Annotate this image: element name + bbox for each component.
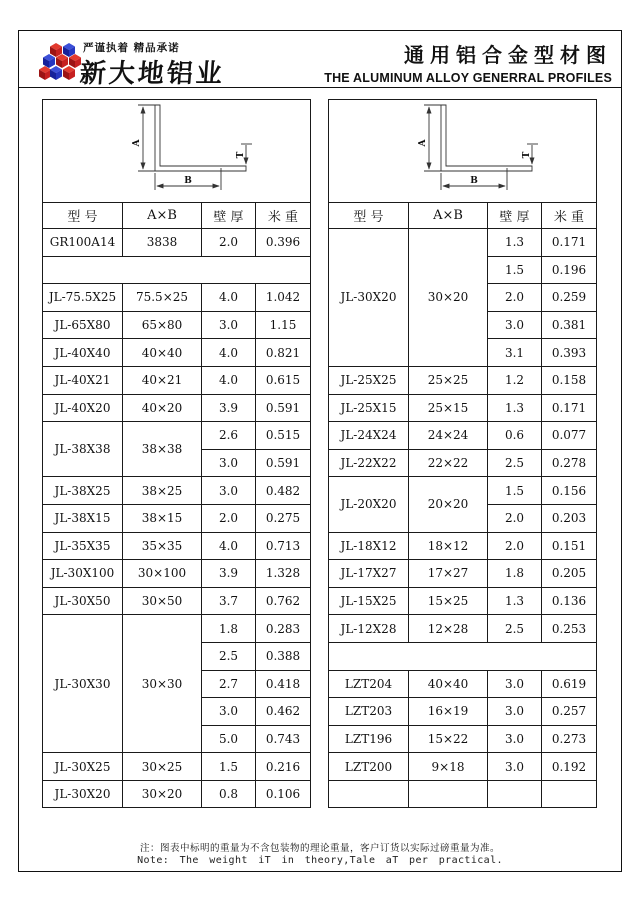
weight-cell: 0.388 [256,642,311,670]
table-row [329,698,597,726]
thickness-cell: 4.0 [202,366,256,394]
thickness-cell: 3.0 [202,311,256,339]
weight-cell: 0.273 [542,725,597,753]
empty-cell [488,780,542,808]
dimension-cell: 9×18 [409,753,488,781]
profile-table-left [42,99,311,808]
thickness-cell: 1.8 [202,615,256,643]
table-row [329,422,597,450]
dimension-cell: 30×50 [123,587,202,615]
column-header-model: 型 号 [329,203,409,229]
dimension-cell: 65×80 [123,311,202,339]
table-row [43,477,311,505]
weight-cell: 0.591 [256,449,311,477]
thickness-cell: 0.6 [488,422,542,450]
dimension-cell: 15×22 [409,725,488,753]
dimension-cell: 12×28 [409,615,488,643]
thickness-cell: 1.5 [488,256,542,284]
thickness-cell: 2.0 [488,532,542,560]
thickness-cell: 1.8 [488,560,542,588]
weight-cell: 0.156 [542,477,597,505]
dim-b-label: B [469,176,478,186]
dimension-cell: 25×15 [409,394,488,422]
weight-cell: 0.283 [256,615,311,643]
dimension-cell: 24×24 [409,422,488,450]
model-cell: LZT204 [329,670,409,698]
model-cell: JL-30X20 [329,229,409,367]
profile-table-right [328,99,597,808]
thickness-cell: 1.5 [202,753,256,781]
weight-cell: 0.196 [542,256,597,284]
weight-cell: 0.591 [256,394,311,422]
thickness-cell: 2.5 [488,615,542,643]
column-header-thickness: 壁 厚 [488,203,542,229]
dimension-cell: 30×25 [123,753,202,781]
model-cell: LZT203 [329,698,409,726]
weight-cell: 0.216 [256,753,311,781]
model-cell: JL-40X20 [43,394,123,422]
dimension-cell: 40×40 [409,670,488,698]
column-header-row [329,203,597,229]
thickness-cell: 2.7 [202,670,256,698]
model-cell: JL-75.5X25 [43,284,123,312]
thickness-cell: 3.7 [202,587,256,615]
weight-cell: 0.205 [542,560,597,588]
note-chinese: 注：图表中标明的重量为不含包装物的理论重量，客户订货以实际过磅重量为准。 [139,843,500,854]
thickness-cell: 2.0 [202,229,256,257]
model-cell: GR100A14 [43,229,123,257]
weight-cell: 0.158 [542,366,597,394]
diagram-row [329,100,597,203]
model-cell: JL-15X25 [329,587,409,615]
dimension-cell: 17×27 [409,560,488,588]
table-row [329,670,597,698]
thickness-cell: 3.0 [488,698,542,726]
table-row [43,780,311,808]
thickness-cell: 2.6 [202,422,256,450]
thickness-cell: 2.0 [488,284,542,312]
weight-cell: 0.821 [256,339,311,367]
table-row [43,532,311,560]
model-cell: JL-30X100 [43,560,123,588]
model-cell: JL-25X15 [329,394,409,422]
table-row [43,504,311,532]
thickness-cell: 3.0 [488,670,542,698]
model-cell: JL-30X50 [43,587,123,615]
dimension-cell: 38×25 [123,477,202,505]
diagram-row [43,100,311,203]
weight-cell: 0.619 [542,670,597,698]
weight-cell: 0.762 [256,587,311,615]
header [19,31,621,88]
dimension-cell: 30×20 [123,780,202,808]
note-english: Note: The weight iT in theory,Tale aT per practical. [137,855,503,866]
dimension-cell: 25×25 [409,366,488,394]
dimension-cell: 3838 [123,229,202,257]
dimension-cell: 30×100 [123,560,202,588]
company-name: 新大地铝业 [78,59,226,89]
weight-cell: 1.042 [256,284,311,312]
thickness-cell: 4.0 [202,284,256,312]
thickness-cell: 3.1 [488,339,542,367]
thickness-cell: 5.0 [202,725,256,753]
document-titles [324,39,612,85]
company-slogan: 严谨执着 精品承诺 [83,42,180,54]
spacer-cell [329,642,597,670]
angle-profile-diagram [43,100,311,203]
model-cell: JL-24X24 [329,422,409,450]
model-cell: JL-30X30 [43,615,123,753]
spacer-row [329,642,597,670]
column-header-weight: 米 重 [256,203,311,229]
thickness-cell: 1.3 [488,394,542,422]
thickness-cell: 4.0 [202,339,256,367]
thickness-cell: 1.2 [488,366,542,394]
thickness-cell: 1.3 [488,587,542,615]
model-cell: LZT200 [329,753,409,781]
spacer-row [43,256,311,284]
model-cell: LZT196 [329,725,409,753]
column-header-dimensions: A×B [123,203,202,229]
table-row [329,560,597,588]
weight-cell: 0.515 [256,422,311,450]
table-row [329,477,597,505]
table-row [43,284,311,312]
dimension-cell: 40×21 [123,366,202,394]
table-row [43,366,311,394]
model-cell: JL-12X28 [329,615,409,643]
weight-cell: 0.381 [542,311,597,339]
dim-t-label: T [521,151,532,159]
weight-cell: 0.151 [542,532,597,560]
column-header-weight: 米 重 [542,203,597,229]
table-row [329,532,597,560]
column-header-thickness: 壁 厚 [202,203,256,229]
weight-cell: 0.418 [256,670,311,698]
dim-a-label: A [131,139,142,147]
thickness-cell: 2.5 [202,642,256,670]
weight-cell: 0.713 [256,532,311,560]
empty-cell [409,780,488,808]
thickness-cell: 2.0 [202,504,256,532]
thickness-cell: 3.0 [488,753,542,781]
column-header-row [43,203,311,229]
thickness-cell: 4.0 [202,532,256,560]
thickness-cell: 3.0 [202,449,256,477]
l-profile-drawing-icon [330,100,596,199]
empty-row [329,780,597,808]
thickness-cell: 2.0 [488,504,542,532]
thickness-cell: 3.9 [202,560,256,588]
dim-b-label: B [183,176,192,186]
weight-cell: 0.396 [256,229,311,257]
weight-cell: 0.743 [256,725,311,753]
thickness-cell: 3.0 [202,698,256,726]
dimension-cell: 22×22 [409,449,488,477]
title-chinese: 通用铝合金型材图 [404,43,612,67]
model-cell: JL-25X25 [329,366,409,394]
model-cell: JL-30X20 [43,780,123,808]
model-cell: JL-22X22 [329,449,409,477]
page-frame [18,30,622,872]
table-row [329,615,597,643]
table-row [329,725,597,753]
weight-cell: 1.328 [256,560,311,588]
dimension-cell: 30×30 [123,615,202,753]
footer-note [19,840,621,866]
weight-cell: 0.171 [542,229,597,257]
table-row [43,615,311,643]
company-logo-icon [38,42,82,82]
dimension-cell: 16×19 [409,698,488,726]
weight-cell: 0.278 [542,449,597,477]
weight-cell: 0.462 [256,698,311,726]
dimension-cell: 40×40 [123,339,202,367]
dimension-cell: 40×20 [123,394,202,422]
table-row [329,229,597,257]
column-header-dimensions: A×B [409,203,488,229]
dimension-cell: 18×12 [409,532,488,560]
thickness-cell: 3.0 [202,477,256,505]
thickness-cell: 0.8 [202,780,256,808]
weight-cell: 0.615 [256,366,311,394]
thickness-cell: 1.5 [488,477,542,505]
table-row [43,339,311,367]
model-cell: JL-35X35 [43,532,123,560]
table-row [43,560,311,588]
empty-cell [542,780,597,808]
thickness-cell: 3.0 [488,311,542,339]
thickness-cell: 2.5 [488,449,542,477]
l-profile-drawing-icon [44,100,310,199]
spacer-cell [43,256,311,284]
dimension-cell: 38×15 [123,504,202,532]
title-english: THE ALUMINUM ALLOY GENERRAL PROFILES [324,71,612,85]
weight-cell: 0.136 [542,587,597,615]
dim-a-label: A [417,139,428,147]
weight-cell: 0.171 [542,394,597,422]
weight-cell: 1.15 [256,311,311,339]
table-row [329,753,597,781]
model-cell: JL-65X80 [43,311,123,339]
weight-cell: 0.192 [542,753,597,781]
table-row [43,229,311,257]
table-row [329,449,597,477]
model-cell: JL-17X27 [329,560,409,588]
weight-cell: 0.275 [256,504,311,532]
model-cell: JL-40X21 [43,366,123,394]
model-cell: JL-20X20 [329,477,409,532]
table-row [43,422,311,450]
dimension-cell: 15×25 [409,587,488,615]
thickness-cell: 1.3 [488,229,542,257]
table-row [43,587,311,615]
weight-cell: 0.077 [542,422,597,450]
model-cell: JL-18X12 [329,532,409,560]
column-header-model: 型 号 [43,203,123,229]
weight-cell: 0.253 [542,615,597,643]
weight-cell: 0.203 [542,504,597,532]
table-row [43,753,311,781]
dimension-cell: 20×20 [409,477,488,532]
table-row [329,366,597,394]
dimension-cell: 35×35 [123,532,202,560]
table-row [329,587,597,615]
dimension-cell: 38×38 [123,422,202,477]
dimension-cell: 75.5×25 [123,284,202,312]
model-cell: JL-38X25 [43,477,123,505]
model-cell: JL-40X40 [43,339,123,367]
thickness-cell: 3.9 [202,394,256,422]
weight-cell: 0.257 [542,698,597,726]
model-cell: JL-38X15 [43,504,123,532]
dimension-cell: 30×20 [409,229,488,367]
table-row [329,394,597,422]
weight-cell: 0.259 [542,284,597,312]
thickness-cell: 3.0 [488,725,542,753]
angle-profile-diagram [329,100,597,203]
weight-cell: 0.106 [256,780,311,808]
model-cell: JL-38X38 [43,422,123,477]
table-row [43,394,311,422]
table-row [43,311,311,339]
model-cell: JL-30X25 [43,753,123,781]
dim-t-label: T [235,151,246,159]
weight-cell: 0.482 [256,477,311,505]
empty-cell [329,780,409,808]
weight-cell: 0.393 [542,339,597,367]
